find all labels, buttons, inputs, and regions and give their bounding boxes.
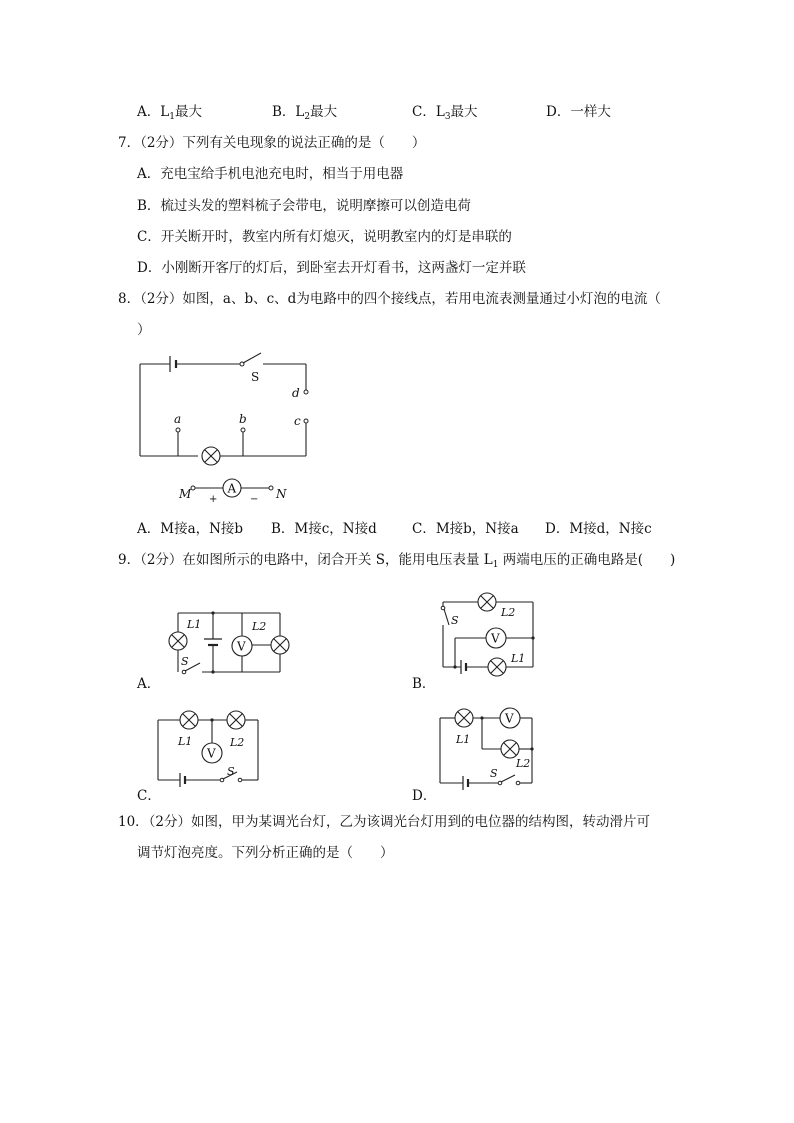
q9-circuit-c [150, 705, 270, 790]
ammeter-label: A [227, 481, 237, 496]
q9-option-c: C． [137, 788, 161, 804]
label-l2: L2 [230, 736, 245, 749]
q6-option-c: C．$L_3$最大 [412, 104, 478, 122]
q7-option-b: B．梳过头发的塑料梳子会带电，说明摩擦可以创造电荷 [137, 198, 471, 214]
voltmeter-label: V [491, 631, 500, 646]
label-s: S [451, 614, 459, 627]
q6-option-d: D．一样大 [546, 104, 611, 120]
q9-circuit-a [160, 605, 290, 685]
terminal-d [304, 390, 308, 394]
terminal-n [269, 486, 273, 490]
q7-option-d: D．小刚断开客厅的灯后，到卧室去开灯看书，这两盏灯一定并联 [137, 260, 526, 276]
label-l1: L1 [178, 735, 193, 748]
q8-option-d: D．M接d，N接c [545, 521, 652, 537]
label-n: N [276, 487, 287, 501]
switch-label: S [251, 370, 260, 384]
label-s: S [181, 655, 189, 668]
switch-blade [444, 609, 449, 625]
terminal-b [241, 428, 245, 432]
q8-stem-line1: 8．（2分）如图，a、b、c、d为电路中的四个接线点，若用电流表测量通过小灯泡的电流（ [118, 291, 661, 307]
label-s: S [227, 765, 235, 778]
plus-sign: + [209, 494, 218, 505]
q9-circuit-b [435, 590, 545, 685]
q7-stem: 7．（2分）下列有关电现象的说法正确的是（ ） [118, 135, 426, 151]
label-l1: L1 [187, 618, 202, 631]
label-d: d [292, 386, 300, 400]
q8-option-a: A．M接a，N接b [137, 521, 244, 537]
label-b: b [239, 412, 247, 426]
switch-blade [243, 353, 261, 363]
q7-option-c: C．开关断开时，教室内所有灯熄灭，说明教室内的灯是串联的 [137, 229, 512, 245]
q9-circuit-d [435, 705, 545, 790]
label-a: a [174, 412, 182, 426]
minus-sign: − [250, 494, 259, 505]
voltmeter-label: V [207, 746, 216, 761]
switch-blade [501, 775, 515, 782]
label-l1: L1 [511, 652, 526, 665]
label-l1: L1 [456, 733, 471, 746]
q10-stem-line1: 10．（2分）如图，甲为某调光台灯，乙为该调光台灯用到的电位器的结构图，转动滑片可 [118, 814, 651, 830]
terminal-a [176, 428, 180, 432]
q10-stem-line2: 调节灯泡亮度。下列分析正确的是（ ） [137, 845, 394, 861]
q8-stem-line2: ） [137, 322, 151, 338]
label-m: M [179, 487, 192, 501]
label-s: S [490, 767, 498, 780]
q6-option-b: B．$L_2$最大 [272, 104, 338, 122]
q9-option-a: A． [137, 676, 161, 692]
label-l2: L2 [252, 620, 267, 633]
q6-option-a: A．$L_1$最大 [137, 104, 202, 122]
q8-option-c: C．M接b，N接a [412, 521, 519, 537]
voltmeter-label: V [505, 711, 514, 726]
q8-option-b: B．M接c，N接d [271, 521, 377, 537]
q9-option-b: B． [412, 676, 436, 692]
q7-option-a: A．充电宝给手机电池充电时，相当于用电器 [137, 166, 404, 182]
q9-stem: 9．（2分）在如图所示的电路中，闭合开关 S，能用电压表量 $L_1$ 两端电压的正确电路是( ) [118, 552, 676, 570]
voltmeter-label: V [237, 639, 246, 654]
q9-option-d: D． [412, 788, 437, 804]
label-c: c [294, 414, 301, 428]
label-l2: L2 [516, 757, 531, 770]
label-l2: L2 [501, 606, 516, 619]
terminal-c [304, 419, 308, 423]
terminal-m [191, 486, 195, 490]
q8-circuit-diagram [135, 350, 325, 510]
